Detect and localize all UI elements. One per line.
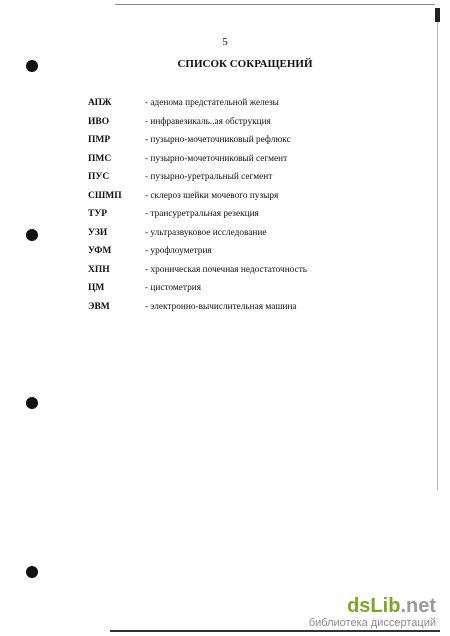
- abbreviation-row: [88, 261, 428, 280]
- abbreviation-code: ЦМ: [88, 283, 105, 294]
- abbreviation-row: [88, 279, 428, 298]
- abbreviation-definition: - хроническая почечная недостаточность: [145, 264, 307, 275]
- abbreviation-definition: - аденома предстательной железы: [145, 98, 279, 109]
- abbreviation-row: [88, 242, 428, 261]
- abbreviation-code: ПУС: [88, 172, 110, 183]
- abbreviation-definition: - пузырно-уретральный сегмент: [145, 172, 273, 183]
- abbreviation-list: [88, 94, 428, 316]
- watermark-logo-part1: dsLib: [347, 595, 401, 617]
- abbreviation-code: ЭВМ: [88, 301, 110, 312]
- abbreviation-row: [88, 131, 428, 150]
- scan-edge-bottom: [110, 630, 440, 632]
- abbreviation-row: [88, 150, 428, 169]
- abbreviation-code: СШМП: [88, 190, 122, 201]
- abbreviation-row: [88, 168, 428, 187]
- abbreviation-code: ПМР: [88, 135, 111, 146]
- abbreviation-code: АПЖ: [88, 98, 112, 109]
- abbreviation-code: ТУР: [88, 209, 108, 220]
- abbreviation-definition: - трансуретральная резекция: [145, 209, 259, 220]
- page-title: СПИСОК СОКРАЩЕНИЙ: [177, 58, 313, 70]
- abbreviation-row: [88, 94, 428, 113]
- scan-edge-top: [115, 4, 435, 5]
- abbreviation-row: [88, 113, 428, 132]
- punch-hole-2: [26, 229, 38, 241]
- watermark-logo-part2: .net: [400, 595, 436, 617]
- scan-corner-mark: [435, 8, 440, 22]
- abbreviation-definition: - пузырно-мочеточниковый сегмент: [145, 153, 288, 164]
- abbreviation-code: УЗИ: [88, 227, 108, 238]
- abbreviation-definition: - электронно-вычислительная машина: [145, 301, 297, 312]
- abbreviation-row: [88, 224, 428, 243]
- abbreviation-definition: - пузырно-мочеточниковый рефлюкс: [145, 135, 291, 146]
- scan-edge-right: [437, 10, 438, 490]
- abbreviation-definition: - урофлоуметрия: [145, 246, 212, 257]
- watermark: [276, 595, 436, 630]
- abbreviation-code: ИВО: [88, 116, 110, 127]
- abbreviation-definition: - ультразвуковое исследование: [145, 227, 267, 238]
- abbreviation-definition: - инфравезикаль..ая обструкция: [145, 116, 271, 127]
- abbreviation-code: ПМС: [88, 153, 112, 164]
- abbreviation-row: [88, 187, 428, 206]
- abbreviation-definition: - склероз шейки мочевого пузыря: [145, 190, 279, 201]
- page-number: 5: [222, 36, 228, 48]
- watermark-logo: [276, 595, 436, 617]
- watermark-subtitle: библиотека диссертаций: [308, 617, 436, 629]
- abbreviation-code: ХПН: [88, 264, 110, 275]
- abbreviation-code: УФМ: [88, 246, 112, 257]
- punch-hole-4: [26, 566, 38, 578]
- abbreviation-row: [88, 205, 428, 224]
- punch-hole-3: [26, 397, 38, 409]
- abbreviation-row: [88, 298, 428, 317]
- abbreviation-definition: - цистометрия: [145, 283, 201, 294]
